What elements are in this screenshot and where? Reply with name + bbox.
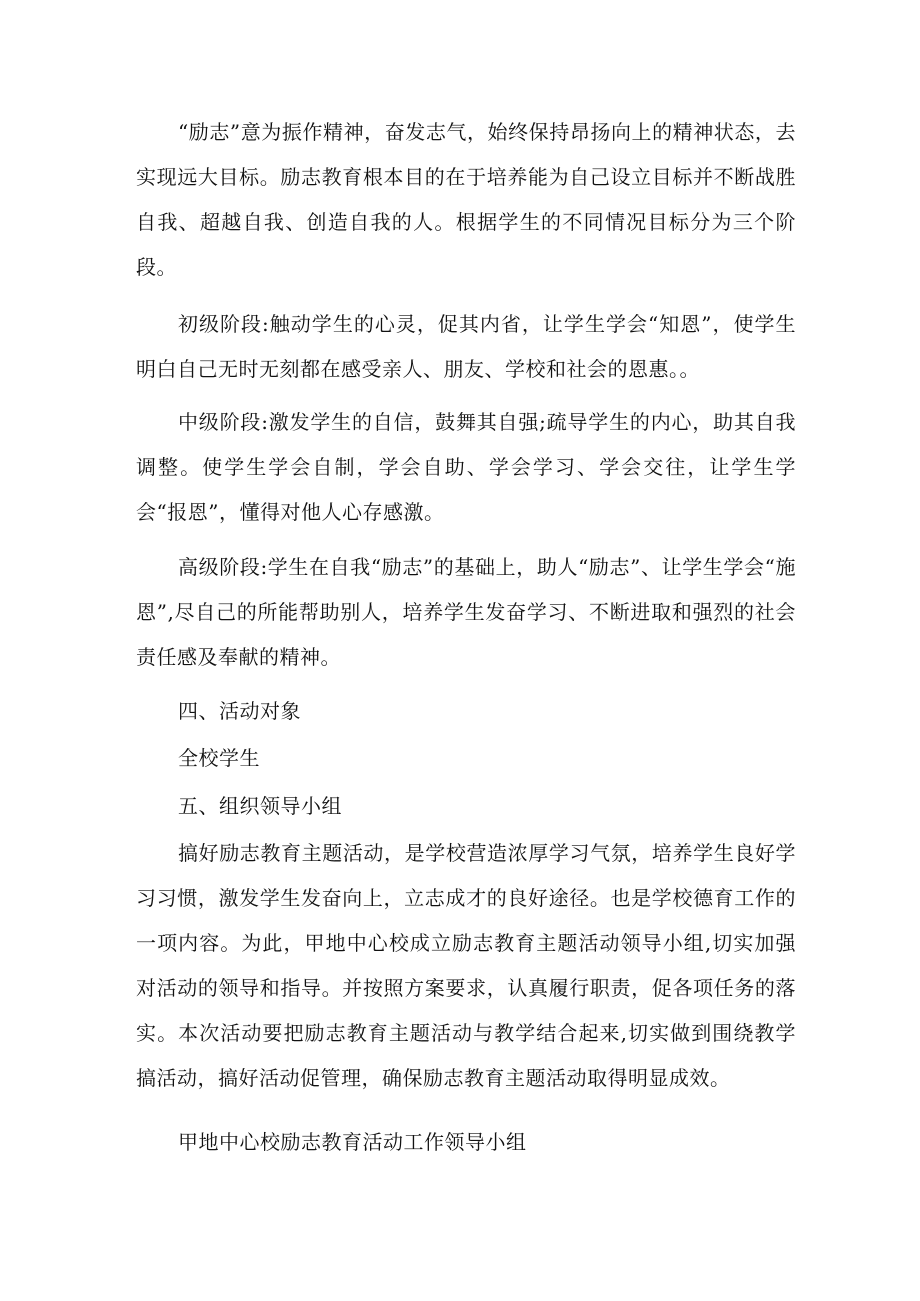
- heading-activity-target: 四、活动对象: [178, 699, 301, 723]
- paragraph-stage-intermediate: 中级阶段:激发学生的自信，鼓舞其自强;疏导学生的内心，助其自我调整。使学生学会自制，学会自助、学会学习、学会交往，让学生学会“报恩”，懂得对他人心存感激。: [136, 410, 796, 524]
- leadership-group-title: 甲地中心校励志教育活动工作领导小组: [178, 1130, 527, 1154]
- paragraph-stage-primary: 初级阶段:触动学生的心灵，促其内省，让学生学会“知恩”，使学生明白自己无时无刻都在感受亲人、朋友、学校和社会的恩惠。。: [136, 312, 796, 381]
- heading-leadership-group: 五、组织领导小组: [178, 794, 342, 818]
- paragraph-stage-advanced: 高级阶段:学生在自我“励志”的基础上，助人“励志”、让学生学会“施恩”,尽自己的所能帮助别人，培养学生发奋学习、不断进取和强烈的社会责任感及奉献的精神。: [136, 555, 796, 669]
- paragraph-intro: “励志”意为振作精神，奋发志气，始终保持昂扬向上的精神状态，去实现远大目标。励志教育根本目的在于培养能为自己设立目标并不断战胜自我、超越自我、创造自我的人。根据学生的不同情况目标分为三个阶段。: [136, 120, 796, 279]
- activity-target-text: 全校学生: [178, 746, 260, 770]
- paragraph-leadership: 搞好励志教育主题活动，是学校营造浓厚学习气氛，培养学生良好学习习惯，激发学生发奋向上，立志成才的良好途径。也是学校德育工作的一项内容。为此，甲地中心校成立励志教育主题活动领导小组,切实加强对活动的领导和指导。并按照方案要求，认真履行职责，促各项任务的落实。本次活动要把励志教育主题活动与教学结合起来,切实做到围绕教学搞活动，搞好活动促管理，确保励志教育主题活动取得明显成效。: [136, 841, 796, 1090]
